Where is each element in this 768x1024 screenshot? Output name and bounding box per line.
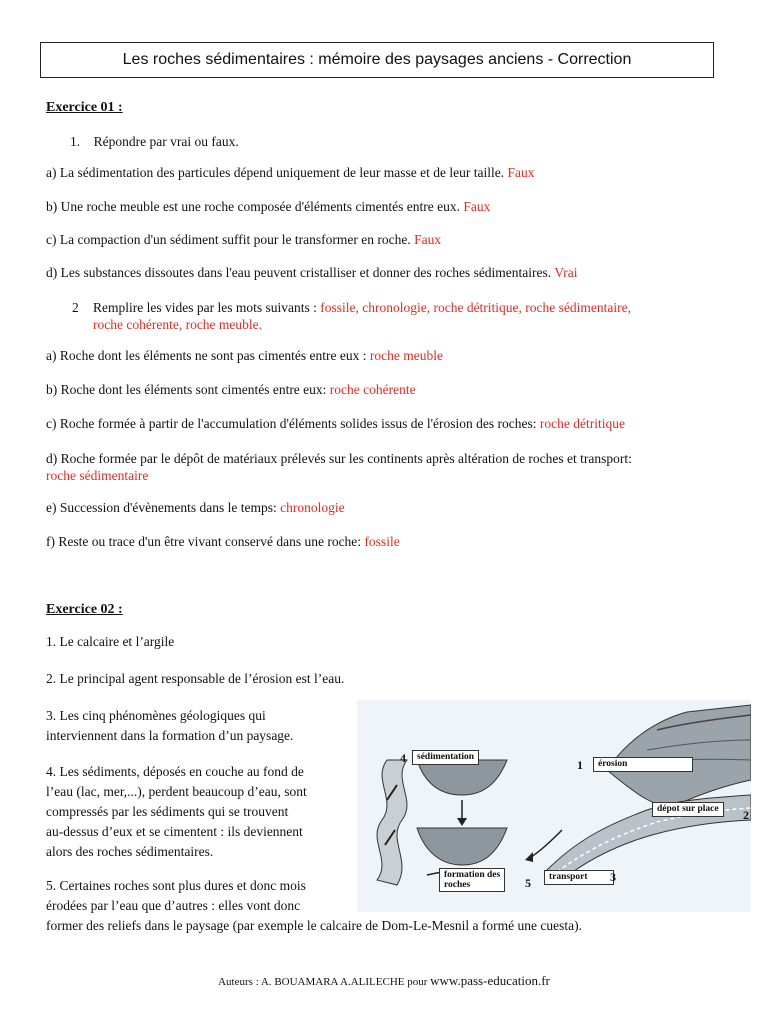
answer-4-line: 4. Les sédiments, déposés en couche au fond de bbox=[46, 764, 304, 779]
fill-item-e bbox=[46, 499, 726, 516]
basin-top bbox=[417, 760, 507, 795]
question-2-text: Remplire les vides par les mots suivants : bbox=[93, 300, 321, 315]
fill-answer: fossile bbox=[364, 534, 400, 549]
word-list-line-1: fossile, chronologie, roche détritique, roche sédimentaire, bbox=[320, 300, 631, 315]
step-number-2: 2 bbox=[743, 808, 749, 822]
fill-item-text: d) Roche formée par le dépôt de matériaux prélevés sur les continents après altération de roches et transport: bbox=[46, 451, 632, 466]
tf-item-c bbox=[46, 231, 726, 248]
label-formation-line: roches bbox=[444, 880, 471, 890]
footer bbox=[0, 973, 768, 989]
footer-authors: Auteurs : A. BOUAMARA A.ALILECHE pour bbox=[218, 976, 431, 988]
fill-item-text: b) Roche dont les éléments sont cimentés entre eux: bbox=[46, 382, 327, 397]
fill-item-c bbox=[46, 415, 726, 432]
answer-5-line: érodées par l’eau que d’autres : elles vont donc bbox=[46, 898, 301, 913]
wavy-column bbox=[377, 760, 407, 885]
tf-answer: Faux bbox=[414, 232, 442, 247]
tf-item-a bbox=[46, 164, 726, 181]
tf-item-b bbox=[46, 198, 726, 215]
tf-item-d bbox=[46, 264, 726, 281]
question-2 bbox=[93, 299, 733, 333]
question-1-text: Répondre par vrai ou faux. bbox=[93, 134, 239, 149]
label-sedimentation: sédimentation bbox=[412, 750, 479, 765]
answer-5-line: 5. Certaines roches sont plus dures et donc mois bbox=[46, 878, 306, 893]
answer-2: 2. Le principal agent responsable de l’érosion est l’eau. bbox=[46, 671, 345, 686]
footer-site: www.pass-education.fr bbox=[430, 973, 550, 988]
fill-item-text: f) Reste ou trace d'un être vivant conservé dans une roche: bbox=[46, 534, 362, 549]
fill-answer: roche sédimentaire bbox=[46, 468, 149, 483]
label-transport: transport bbox=[544, 870, 614, 885]
tf-item-text: b) Une roche meuble est une roche composée d'éléments cimentés entre eux. bbox=[46, 199, 461, 214]
step-number-4: 4 bbox=[400, 751, 406, 765]
tf-item-text: c) La compaction d'un sédiment suffit pour le transformer en roche. bbox=[46, 232, 411, 247]
fill-answer: roche détritique bbox=[539, 416, 625, 431]
fill-answer: roche meuble bbox=[369, 348, 443, 363]
label-formation-line: formation des bbox=[444, 870, 501, 880]
fill-answer: roche cohérente bbox=[329, 382, 416, 397]
step-number-3: 3 bbox=[610, 870, 616, 884]
question-1-number: 1. bbox=[70, 134, 81, 149]
exercise-1-heading: Exercice 01 : bbox=[46, 100, 123, 115]
page-title-text: Les roches sédimentaires : mémoire des paysages anciens - Correction bbox=[122, 51, 632, 68]
answer-4-line: l’eau (lac, mer,...), perdent beaucoup d’eau, sont bbox=[46, 784, 307, 799]
answer-5-line-3: former des reliefs dans le paysage (par exemple le calcaire de Dom-Le-Mesnil a formé une cuesta). bbox=[46, 918, 582, 933]
tf-item-text: d) Les substances dissoutes dans l'eau peuvent cristalliser et donner des roches sédimentaires. bbox=[46, 265, 552, 280]
answer-3-line: interviennent dans la formation d’un paysage. bbox=[46, 728, 294, 743]
fill-item-f bbox=[46, 533, 726, 550]
fill-item-a bbox=[46, 347, 726, 364]
question-2-number: 2 bbox=[72, 300, 79, 315]
tf-answer: Faux bbox=[507, 165, 535, 180]
answer-1: 1. Le calcaire et l’argile bbox=[46, 634, 175, 649]
answer-5 bbox=[46, 876, 356, 916]
word-list-line-2: roche cohérente, roche meuble. bbox=[93, 317, 263, 332]
label-erosion: érosion bbox=[593, 757, 693, 772]
fill-answer: chronologie bbox=[280, 500, 345, 515]
tf-item-text: a) La sédimentation des particules dépend uniquement de leur masse et de leur taille. bbox=[46, 165, 505, 180]
fill-item-text: a) Roche dont les éléments ne sont pas cimentés entre eux : bbox=[46, 348, 367, 363]
label-depot: dépot sur place bbox=[652, 802, 724, 817]
answer-4-line: compressés par les sédiments qui se trouvent bbox=[46, 804, 289, 819]
step-number-5: 5 bbox=[525, 876, 531, 890]
basin-bottom bbox=[417, 828, 507, 865]
label-formation-roches bbox=[439, 868, 505, 892]
answer-4-line: alors des roches sédimentaires. bbox=[46, 844, 214, 859]
fill-item-text: c) Roche formée à partir de l'accumulation d'éléments solides issus de l'érosion des roches: bbox=[46, 416, 537, 431]
tf-answer: Vrai bbox=[554, 265, 578, 280]
question-1 bbox=[70, 133, 750, 150]
step-number-1: 1 bbox=[577, 758, 583, 772]
landscape-formation-diagram bbox=[357, 700, 751, 912]
page-title bbox=[40, 42, 714, 78]
fill-item-text: e) Succession d'évènements dans le temps: bbox=[46, 500, 277, 515]
exercise-2-heading: Exercice 02 : bbox=[46, 602, 123, 617]
mountain-shape bbox=[607, 705, 751, 806]
answer-3-line: 3. Les cinq phénomènes géologiques qui bbox=[46, 708, 266, 723]
answer-4 bbox=[46, 762, 356, 862]
answer-4-line: au-dessus d’eux et se cimentent : ils deviennent bbox=[46, 824, 303, 839]
answer-3 bbox=[46, 706, 346, 746]
fill-item-b bbox=[46, 381, 726, 398]
tf-answer: Faux bbox=[463, 199, 491, 214]
fill-item-d bbox=[46, 450, 736, 484]
